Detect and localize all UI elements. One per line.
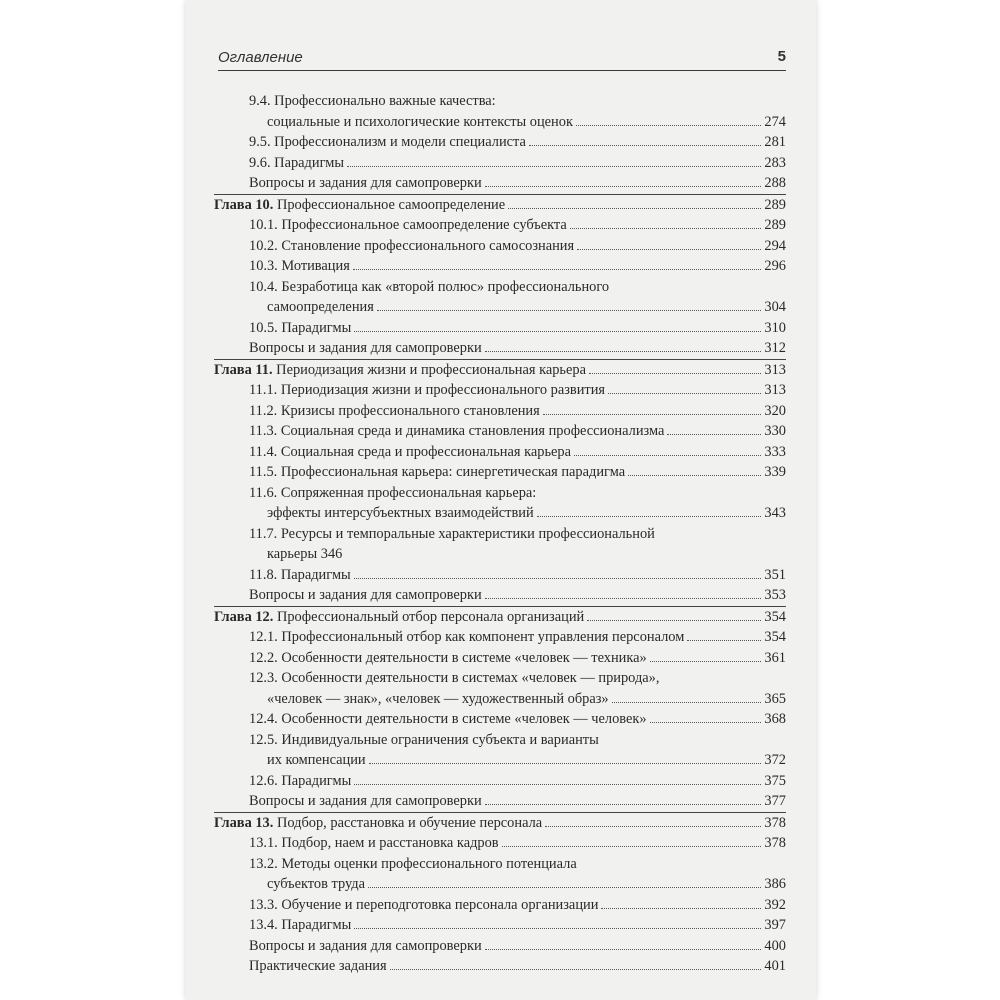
toc-page-number: 330 <box>764 423 786 439</box>
toc-entry <box>214 874 786 895</box>
toc-page-number: 310 <box>764 319 786 336</box>
toc-entry-title: 11.5. Профессиональная карьера: синергетическая парадигма <box>249 464 626 480</box>
toc-entry-title: карьеры 346 <box>267 546 343 562</box>
dot-leader <box>502 834 762 847</box>
toc-page-number: 378 <box>764 835 786 851</box>
toc-page-number: 274 <box>764 113 786 130</box>
toc-entry <box>214 668 786 689</box>
toc-entry-title: их компенсации <box>267 752 366 768</box>
toc-page-number: 378 <box>764 814 786 831</box>
toc-page-number: 377 <box>764 793 786 809</box>
toc-page-number: 320 <box>764 402 786 419</box>
toc-entry-title: 11.3. Социальная среда и динамика становления профессионализма <box>249 423 665 439</box>
toc-page-number: 368 <box>764 711 786 727</box>
toc-page-number: 365 <box>764 690 786 707</box>
dot-leader <box>545 814 761 827</box>
toc-page-number: 401 <box>764 958 786 974</box>
toc-entry-title: 9.6. Парадигмы <box>249 154 345 171</box>
toc-entry-title: 10.1. Профессиональное самоопределение субъекта <box>249 217 567 233</box>
toc-page-number: 296 <box>764 258 786 274</box>
chapter-label: Глава 10. <box>214 196 274 213</box>
toc-page-number: 333 <box>764 443 786 460</box>
toc-entry <box>214 297 786 318</box>
dot-leader <box>354 319 761 332</box>
toc-entry-title: Подбор, расстановка и обучение персонала <box>276 814 543 831</box>
toc-entry <box>214 462 786 483</box>
toc-page-number: 312 <box>764 340 786 356</box>
toc-page-number: 339 <box>764 464 786 480</box>
running-header <box>218 48 786 71</box>
dot-leader <box>576 113 761 126</box>
toc-entry-title: Профессиональное самоопределение <box>276 196 506 213</box>
toc-entry <box>214 833 786 854</box>
toc-page-number: 372 <box>764 752 786 768</box>
dot-leader <box>390 957 762 970</box>
dot-leader <box>612 690 762 703</box>
header-page-number: 5 <box>777 48 786 65</box>
toc-page-number: 313 <box>764 382 786 398</box>
toc-entry <box>214 236 786 257</box>
toc-entry <box>214 709 786 730</box>
toc-entry <box>214 791 786 812</box>
toc-entry-title: Вопросы и задания для самопроверки <box>249 793 482 809</box>
toc-entry-title: 9.4. Профессионально важные качества: <box>249 93 496 109</box>
toc-entry <box>214 91 786 112</box>
toc-entry-title: социальные и психологические контексты оценок <box>267 113 573 130</box>
header-title: Оглавление <box>218 49 303 66</box>
toc-entry-title: 12.4. Особенности деятельности в системе «человек — человек» <box>249 711 647 727</box>
dot-leader <box>543 402 762 415</box>
toc-page-number: 313 <box>764 361 786 378</box>
dot-leader <box>353 257 762 270</box>
dot-leader <box>347 154 761 167</box>
table-of-contents <box>214 91 786 977</box>
toc-entry-title: 13.4. Парадигмы <box>249 917 352 933</box>
toc-entry <box>214 648 786 669</box>
dot-leader <box>587 608 761 621</box>
toc-entry <box>214 956 786 977</box>
chapter-label: Глава 12. <box>214 608 274 625</box>
toc-page-number: 281 <box>764 134 786 150</box>
dot-leader <box>667 422 761 435</box>
toc-entry <box>214 565 786 586</box>
dot-leader <box>368 875 761 888</box>
toc-entry-title: 12.3. Особенности деятельности в системах «человек — природа», <box>249 670 660 686</box>
dot-leader <box>485 174 762 187</box>
toc-page-number: 343 <box>764 505 786 521</box>
toc-entry-title: Вопросы и задания для самопроверки <box>249 340 482 356</box>
toc-page-number: 361 <box>764 649 786 666</box>
toc-chapter-entry <box>214 195 786 216</box>
toc-entry-title: 11.7. Ресурсы и темпоральные характеристики профессиональной <box>249 525 655 542</box>
toc-entry-title: 11.6. Сопряженная профессиональная карьера: <box>249 484 537 501</box>
book-page <box>186 0 816 1000</box>
dot-leader <box>485 792 762 805</box>
toc-entry <box>214 153 786 174</box>
dot-leader <box>485 586 762 599</box>
dot-leader <box>570 216 762 229</box>
dot-leader <box>574 443 761 456</box>
toc-entry-title: 13.2. Методы оценки профессионального потенциала <box>249 855 577 872</box>
toc-entry-title: 12.5. Индивидуальные ограничения субъекта и варианты <box>249 731 599 748</box>
toc-entry <box>214 132 786 153</box>
dot-leader <box>508 196 761 209</box>
toc-entry <box>214 544 786 565</box>
toc-chapter-entry <box>214 607 786 628</box>
dot-leader <box>369 751 762 764</box>
toc-page-number: 392 <box>764 896 786 913</box>
toc-entry-title: 13.1. Подбор, наем и расстановка кадров <box>249 835 499 851</box>
dot-leader <box>577 237 761 250</box>
toc-entry <box>214 442 786 463</box>
toc-entry-title: 9.5. Профессионализм и модели специалиста <box>249 134 526 150</box>
toc-entry-title: 10.2. Становление профессионального самосознания <box>249 237 575 254</box>
toc-entry-title: 11.4. Социальная среда и профессиональная карьера <box>249 443 571 460</box>
toc-entry-title: 10.5. Парадигмы <box>249 319 352 336</box>
toc-entry <box>214 380 786 401</box>
dot-leader <box>485 339 762 352</box>
toc-entry <box>214 173 786 194</box>
dot-leader <box>354 916 761 929</box>
chapter-label: Глава 13. <box>214 814 274 831</box>
toc-entry <box>214 585 786 606</box>
toc-entry-title: субъектов труда <box>267 876 365 892</box>
toc-entry-title: Практические задания <box>249 958 387 974</box>
dot-leader <box>485 937 762 950</box>
toc-entry <box>214 256 786 277</box>
toc-entry-title: 13.3. Обучение и переподготовка персонала организации <box>249 896 599 913</box>
dot-leader <box>601 896 761 909</box>
toc-page-number: 304 <box>764 299 786 315</box>
toc-entry-title: Периодизация жизни и профессиональная карьера <box>276 361 586 378</box>
toc-entry <box>214 483 786 504</box>
toc-entry-title: 12.6. Парадигмы <box>249 772 352 789</box>
toc-entry <box>214 401 786 422</box>
toc-chapter-entry <box>214 360 786 381</box>
toc-entry <box>214 318 786 339</box>
toc-entry-title: 11.1. Периодизация жизни и профессионального развития <box>249 382 606 398</box>
toc-entry-title: 11.8. Парадигмы <box>249 566 351 583</box>
toc-entry-title: 10.4. Безработица как «второй полюс» профессионального <box>249 278 610 295</box>
toc-entry <box>214 277 786 298</box>
toc-page-number: 288 <box>764 175 786 191</box>
toc-entry-title: 10.3. Мотивация <box>249 258 350 274</box>
dot-leader <box>537 504 762 517</box>
chapter-label: Глава 11. <box>214 361 273 378</box>
toc-entry <box>214 338 786 359</box>
toc-entry-title: 11.2. Кризисы профессионального становления <box>249 402 540 419</box>
toc-entry <box>214 771 786 792</box>
toc-chapter-entry <box>214 813 786 834</box>
toc-page-number: 354 <box>764 608 786 625</box>
toc-page-number: 294 <box>764 237 786 254</box>
dot-leader <box>687 628 761 641</box>
toc-entry-title: эффекты интерсубъектных взаимодействий <box>267 505 534 521</box>
toc-entry <box>214 524 786 545</box>
toc-entry <box>214 627 786 648</box>
toc-page-number: 400 <box>764 937 786 954</box>
toc-entry <box>214 215 786 236</box>
toc-page-number: 375 <box>764 772 786 789</box>
dot-leader <box>628 463 761 476</box>
dot-leader <box>354 772 761 785</box>
toc-page-number: 283 <box>764 154 786 171</box>
toc-entry <box>214 730 786 751</box>
toc-page-number: 351 <box>764 566 786 583</box>
toc-page-number: 386 <box>764 876 786 892</box>
dot-leader <box>650 710 762 723</box>
toc-entry <box>214 895 786 916</box>
dot-leader <box>650 649 762 662</box>
toc-entry-title: 12.1. Профессиональный отбор как компонент управления персоналом <box>249 629 685 645</box>
dot-leader <box>354 566 762 579</box>
toc-entry <box>214 936 786 957</box>
toc-entry-title: Вопросы и задания для самопроверки <box>249 587 482 603</box>
toc-page-number: 353 <box>764 587 786 603</box>
toc-entry <box>214 750 786 771</box>
toc-page-number: 289 <box>764 196 786 213</box>
toc-entry-title: Вопросы и задания для самопроверки <box>249 175 482 191</box>
dot-leader <box>529 133 762 146</box>
toc-entry-title: самоопределения <box>267 299 374 315</box>
toc-entry-title: 12.2. Особенности деятельности в системе «человек — техника» <box>249 649 647 666</box>
toc-entry <box>214 689 786 710</box>
toc-entry <box>214 421 786 442</box>
toc-entry-title: Профессиональный отбор персонала организаций <box>276 608 585 625</box>
toc-entry <box>214 854 786 875</box>
toc-page-number: 397 <box>764 917 786 933</box>
toc-entry-title: «человек — знак», «человек — художественный образ» <box>267 690 609 707</box>
toc-entry <box>214 915 786 936</box>
toc-entry-title: Вопросы и задания для самопроверки <box>249 937 482 954</box>
toc-page-number: 354 <box>764 629 786 645</box>
dot-leader <box>377 298 762 311</box>
dot-leader <box>608 381 761 394</box>
toc-entry <box>214 503 786 524</box>
toc-entry <box>214 112 786 133</box>
dot-leader <box>589 361 761 374</box>
toc-page-number: 289 <box>764 217 786 233</box>
